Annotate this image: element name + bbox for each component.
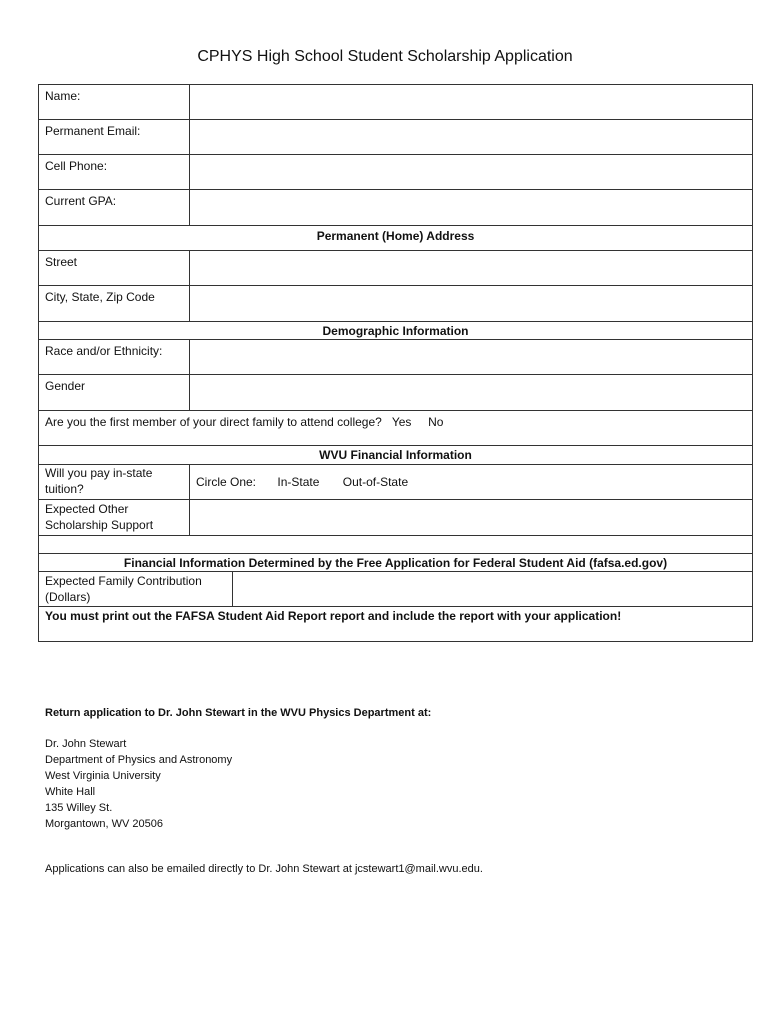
address-line: White Hall bbox=[45, 786, 96, 798]
circle-one-label: Circle One: bbox=[196, 475, 257, 489]
first-gen-row bbox=[38, 411, 753, 446]
name-label: Name: bbox=[39, 85, 190, 119]
spacer-row bbox=[38, 536, 753, 554]
city-row bbox=[38, 286, 753, 322]
fafsa-notice-row bbox=[38, 607, 753, 642]
efc-row bbox=[38, 572, 753, 607]
address-line: 135 Willey St. bbox=[45, 802, 113, 814]
application-form bbox=[38, 84, 753, 642]
return-address bbox=[45, 736, 232, 832]
address-line: Dr. John Stewart bbox=[45, 738, 127, 750]
first-gen-yes-option[interactable]: Yes bbox=[391, 415, 412, 429]
wvu-financial-section-header bbox=[38, 446, 753, 465]
city-label: City, State, Zip Code bbox=[39, 286, 190, 321]
race-label: Race and/or Ethnicity: bbox=[39, 340, 190, 374]
first-gen-cell bbox=[39, 411, 752, 445]
demographic-section-header bbox=[38, 322, 753, 340]
race-field[interactable] bbox=[190, 340, 752, 374]
efc-label: Expected Family Contribution (Dollars) bbox=[39, 572, 233, 606]
street-field[interactable] bbox=[190, 251, 752, 285]
return-heading: Return application to Dr. John Stewart in the WVU Physics Department at: bbox=[45, 707, 432, 719]
other-support-label: Expected Other Scholarship Support bbox=[39, 500, 190, 535]
other-support-field[interactable] bbox=[190, 500, 752, 535]
spacer-cell bbox=[39, 536, 752, 553]
wvu-financial-heading: WVU Financial Information bbox=[319, 448, 472, 462]
page-title: CPHYS High School Student Scholarship Application bbox=[197, 48, 573, 65]
in-state-option[interactable]: In-State bbox=[277, 475, 320, 489]
email-note: Applications can also be emailed directly to Dr. John Stewart at jcstewart1@mail.wvu.edu. bbox=[45, 863, 483, 875]
tuition-label: Will you pay in-state tuition? bbox=[39, 465, 190, 499]
gender-row bbox=[38, 375, 753, 411]
email-row bbox=[38, 120, 753, 155]
fafsa-notice: You must print out the FAFSA Student Aid Report report and include the report with your application! bbox=[45, 609, 622, 623]
address-line: West Virginia University bbox=[45, 770, 161, 782]
address-line: Morgantown, WV 20506 bbox=[45, 818, 164, 830]
email-label: Permanent Email: bbox=[39, 120, 190, 154]
first-gen-question: Are you the first member of your direct family to attend college? bbox=[45, 415, 382, 429]
name-row bbox=[38, 84, 753, 120]
tuition-choice-cell bbox=[190, 465, 752, 499]
gpa-field[interactable] bbox=[190, 190, 752, 225]
street-label: Street bbox=[39, 251, 190, 285]
gpa-label: Current GPA: bbox=[39, 190, 190, 225]
address-heading: Permanent (Home) Address bbox=[316, 229, 475, 243]
address-section-header bbox=[38, 226, 753, 251]
efc-field[interactable] bbox=[233, 572, 752, 606]
gender-field[interactable] bbox=[190, 375, 752, 410]
phone-field[interactable] bbox=[190, 155, 752, 189]
phone-row bbox=[38, 155, 753, 190]
email-field[interactable] bbox=[190, 120, 752, 154]
street-row bbox=[38, 251, 753, 286]
fafsa-section-header bbox=[38, 554, 753, 572]
name-field[interactable] bbox=[190, 85, 752, 119]
tuition-row bbox=[38, 465, 753, 500]
gender-label: Gender bbox=[39, 375, 190, 410]
address-line: Department of Physics and Astronomy bbox=[45, 754, 233, 766]
first-gen-no-option[interactable]: No bbox=[428, 415, 444, 429]
other-support-row bbox=[38, 500, 753, 536]
fafsa-heading: Financial Information Determined by the Free Application for Federal Student Aid (fafsa.ed.gov) bbox=[123, 556, 668, 570]
city-field[interactable] bbox=[190, 286, 752, 321]
out-of-state-option[interactable]: Out-of-State bbox=[342, 475, 409, 489]
demographic-heading: Demographic Information bbox=[322, 324, 469, 338]
phone-label: Cell Phone: bbox=[39, 155, 190, 189]
race-row bbox=[38, 340, 753, 375]
gpa-row bbox=[38, 190, 753, 226]
